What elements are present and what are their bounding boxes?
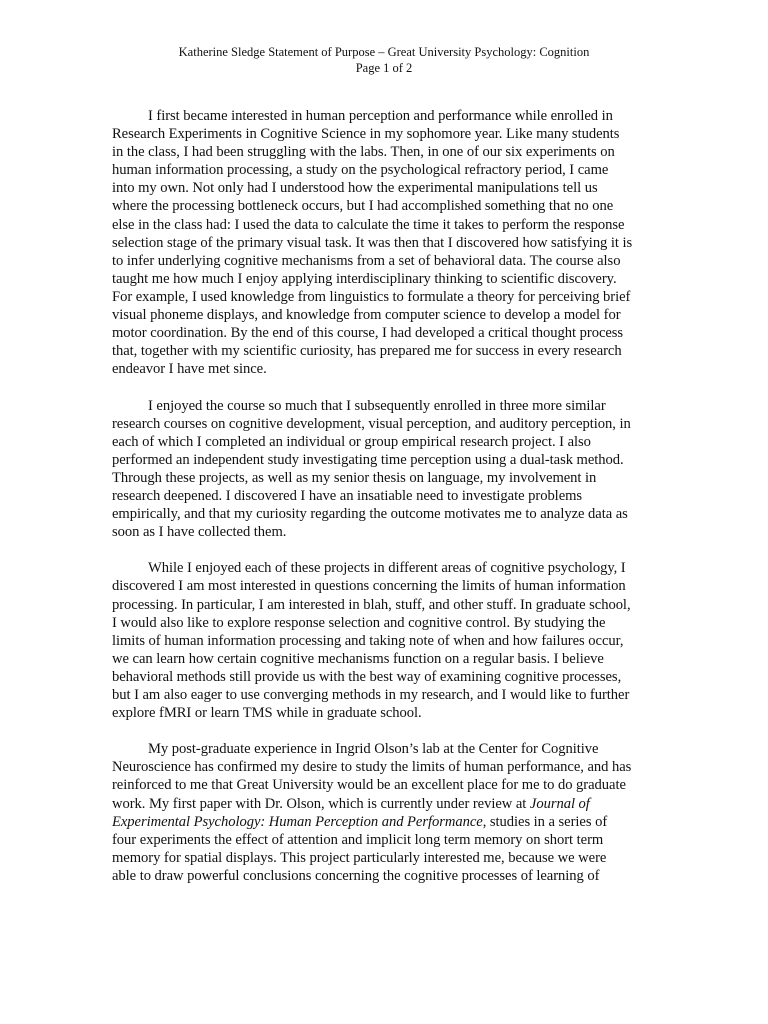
text-segment: , studies in a series of [482,813,608,830]
text-line: reinforced to me that Great University would be an excellent place for me to do graduate [112,777,626,794]
text-line: behavioral methods still provide us with the best way of examining cognitive processes, [112,668,622,685]
text-line: research deepened. I discovered I have an insatiable need to investigate problems [112,487,583,504]
text-line: For example, I used knowledge from linguistics to formulate a theory for perceiving brief [112,288,631,305]
text-line: taught me how much I enjoy applying interdisciplinary thinking to scientific discovery. [112,270,617,287]
text-line: My post-graduate experience in Ingrid Olson’s lab at the Center for Cognitive [148,741,599,758]
journal-title: Experimental Psychology: Human Perception and Performance [112,813,483,830]
text-line: Research Experiments in Cognitive Science in my sophomore year. Like many students [112,126,620,143]
text-line: limits of human information processing and taking note of when and how failures occur, [112,632,624,649]
text-line: into my own. Not only had I understood how the experimental manipulations tell us [112,180,598,197]
text-line [112,813,658,831]
text-line: I first became interested in human perception and performance while enrolled in [148,108,613,124]
text-line: visual phoneme displays, and knowledge from computer science to develop a model for [112,307,621,324]
text-line [112,795,658,813]
paragraph-1 [112,107,658,378]
text-line: Through these projects, as well as my senior thesis on language, my involvement in [112,469,597,486]
text-line: explore fMRI or learn TMS while in graduate school. [112,705,422,722]
text-segment: work. My first paper with Dr. Olson, which is currently under review at [112,795,530,812]
text-line: I enjoyed the course so much that I subsequently enrolled in three more similar [148,397,606,414]
text-line: four experiments the effect of attention and implicit long term memory on short term [112,831,604,848]
text-line: While I enjoyed each of these projects in different areas of cognitive psychology, I [148,560,626,577]
journal-title: Journal of [529,795,590,812]
text-line: that, together with my scientific curiosity, has prepared me for success in every research [112,343,622,360]
text-line: motor coordination. By the end of this course, I had developed a critical thought process [112,325,624,342]
text-line: I would also like to explore response selection and cognitive control. By studying the [112,614,606,631]
header-title: Katherine Sledge Statement of Purpose – Great University Psychology: Cognition [178,45,590,59]
text-line: Neuroscience has confirmed my desire to study the limits of human performance, and has [112,759,632,776]
text-line: selection stage of the primary visual task. It was then that I discovered how satisfying it is [112,234,633,251]
text-line: but I am also eager to use converging methods in my research, and I would like to further [112,687,630,703]
text-line: empirically, and that my curiosity regarding the outcome motivates me to analyze data as [112,506,628,523]
paragraph-4 [112,740,658,885]
text-line: memory for spatial displays. This project particularly interested me, because we were [112,849,607,866]
text-line: discovered I am most interested in questions concerning the limits of human information [112,578,626,595]
text-line: we can learn how certain cognitive mechanisms function on a regular basis. I believe [112,650,604,667]
text-line: in the class, I had been struggling with the labs. Then, in one of our six experiments on [112,144,615,161]
text-line: able to draw powerful conclusions concerning the cognitive processes of learning of [112,867,600,884]
paragraph-2 [112,397,658,542]
text-line: endeavor I have met since. [112,361,267,378]
text-line: else in the class had: I used the data to calculate the time it takes to perform the response [112,216,625,233]
text-line: research courses on cognitive development, visual perception, and auditory perception, in [112,415,631,432]
text-line: each of which I completed an individual or group empirical research project. I also [112,433,591,450]
paragraph-3 [112,559,658,722]
text-line: where the processing bottleneck occurs, but I had accomplished something that no one [112,198,614,215]
statement-body [112,107,658,885]
text-line: to infer underlying cognitive mechanisms from a set of behavioral data. The course also [112,252,621,269]
page-number: Page 1 of 2 [355,61,413,75]
text-line: performed an independent study investigating time perception using a dual-task method. [112,451,624,468]
text-line: processing. In particular, I am interested in blah, stuff, and other stuff. In graduate school, [112,596,631,613]
text-line: soon as I have collected them. [112,524,287,541]
text-line: human information processing, a study on the psychological refractory period, I came [112,162,609,179]
page-header [0,44,768,76]
